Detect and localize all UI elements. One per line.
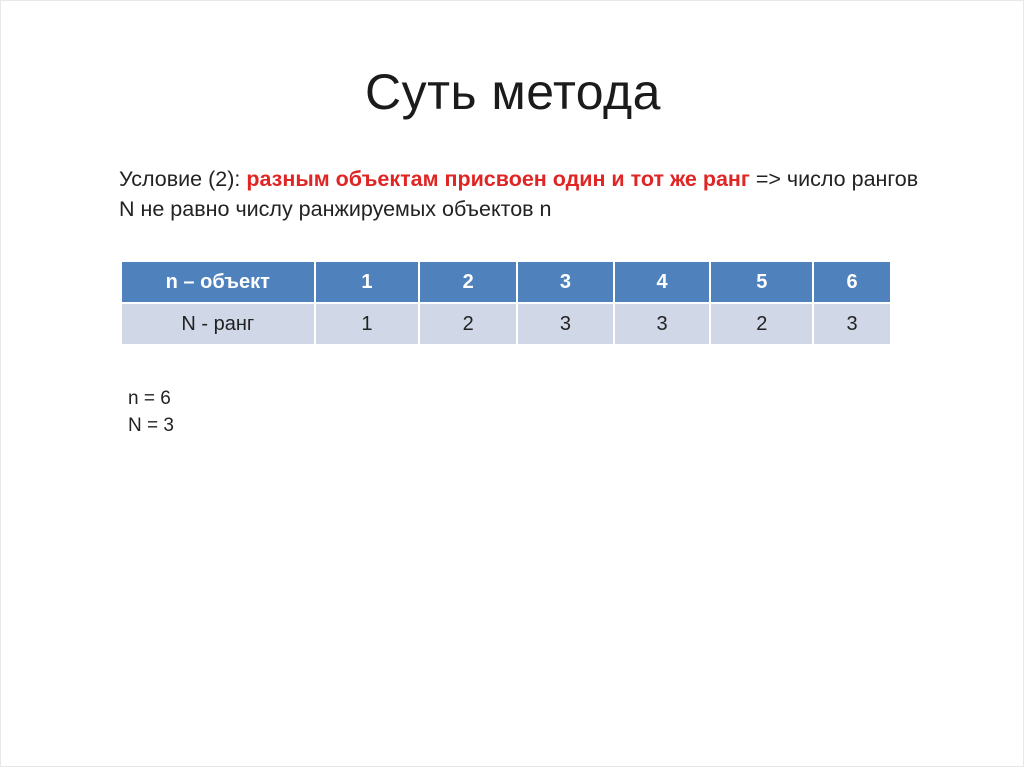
table-header-cell: 6 <box>813 261 891 303</box>
condition-prefix: Условие (2): <box>119 167 247 191</box>
table-header-cell: 1 <box>315 261 420 303</box>
table-cell: 2 <box>710 303 813 345</box>
table-cell: 3 <box>614 303 711 345</box>
table-header-cell: 4 <box>614 261 711 303</box>
table-header-cell: 5 <box>710 261 813 303</box>
variables-block <box>128 385 174 439</box>
table-row <box>121 303 891 345</box>
table-cell: 3 <box>813 303 891 345</box>
table-cell: 1 <box>315 303 420 345</box>
condition-suffix: => число рангов N не равно числу ранжируемых объектов n <box>119 167 919 221</box>
rank-table <box>120 260 892 346</box>
condition-highlight: разным объектам присвоен один и тот же ранг <box>246 167 750 191</box>
table-header-cell: 3 <box>517 261 614 303</box>
table-header-cell: n – объект <box>121 261 315 303</box>
table-header-row <box>121 261 891 303</box>
table-cell: N - ранг <box>121 303 315 345</box>
condition-text <box>119 164 919 224</box>
table-cell: 3 <box>517 303 614 345</box>
table-cell: 2 <box>419 303 517 345</box>
variable-N: N = 3 <box>128 415 174 436</box>
variable-n: n = 6 <box>128 388 171 409</box>
slide-title: Суть метода <box>364 64 661 120</box>
table-header-cell: 2 <box>419 261 517 303</box>
